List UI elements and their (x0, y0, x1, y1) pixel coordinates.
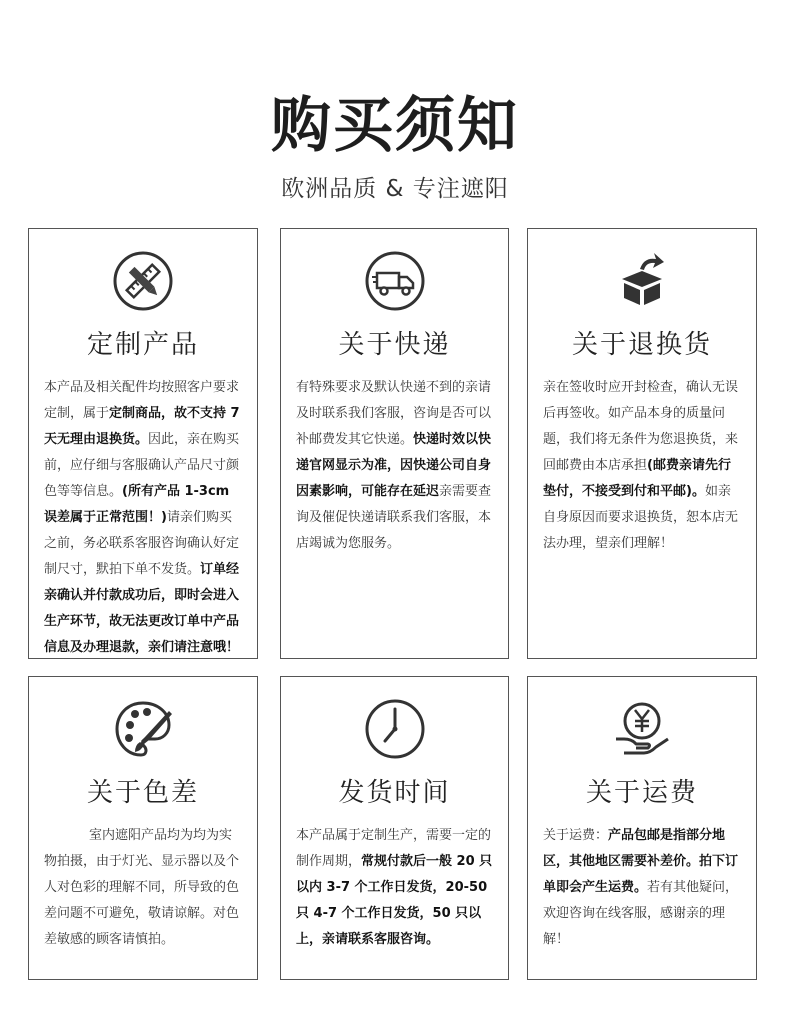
card-shipping-fee (527, 676, 757, 980)
body-text: 亲在签收时应开封检查，确认无误后再签收。如产品本身的质量问题，我们将无条件为您退换货，来回邮费由本店承担 (543, 380, 739, 473)
body-text-bold: (邮费亲请先行垫付，不接受到付和平邮)。 (543, 458, 731, 499)
body-text: 亲需要查询及催促快递请联系我们客服，本店竭诚为您服务。 (296, 484, 492, 551)
card-title: 关于快递 (338, 330, 451, 360)
body-text-bold: 定制商品，故不支持 7 天无理由退换货。 (44, 406, 240, 447)
body-text: 如亲自身原因而要求退换货，恕本店无法办理，望亲们理解！ (543, 484, 739, 551)
card-title: 发货时间 (338, 778, 451, 808)
body-text-bold: 产品包邮是指部分地区，其他地区需要补差价。拍下订单即会产生运费。 (543, 828, 739, 895)
body-text: 本产品及相关配件均按照客户要求定制，属于 (44, 380, 240, 421)
card-custom-product (28, 228, 258, 659)
body-text-bold: (所有产品 1-3cm 误差属于正常范围！) (44, 484, 230, 525)
card-delivery (280, 228, 509, 659)
card-title: 关于运费 (585, 778, 698, 808)
body-text: 室内遮阳产品均为均为实物拍摄，由于灯光、显示器以及个人对色彩的理解不同，所导致的色差问题不可避免，敬请谅解。对色差敏感的顾客请慎拍。 (44, 828, 240, 947)
card-body (543, 375, 743, 557)
card-color-difference (28, 676, 258, 980)
body-text-bold: 订单经亲确认并付款成功后，即时会进入生产环节，故无法更改订单中产品信息及办理退款，亲们请注意哦！ (44, 562, 240, 655)
yuan-hand-icon (610, 697, 674, 761)
card-body (296, 375, 495, 557)
body-text: 本产品属于定制生产，需要一定的制作周期， (296, 828, 492, 869)
body-text: 关于运费： (543, 828, 609, 843)
palette-brush-icon (111, 697, 175, 761)
body-text: 若有其他疑问，欢迎咨询在线客服，感谢亲的理解！ (543, 880, 739, 947)
card-body (543, 823, 743, 953)
page-title: 购买须知 (271, 91, 519, 161)
return-box-icon (610, 249, 674, 313)
card-title: 关于色差 (86, 778, 199, 808)
page-subtitle: 欧洲品质 & 专注遮阳 (281, 176, 509, 202)
delivery-truck-icon (363, 249, 427, 313)
card-body (44, 375, 244, 661)
body-text-bold: 快递时效以快递官网显示为准，因快递公司自身因素影响，可能存在延迟 (296, 432, 492, 499)
card-body (296, 823, 495, 953)
card-returns (527, 228, 757, 659)
body-text-bold: 常规付款后一般 20 只以内 3-7 个工作日发货，20-50 只 4-7 个工作日发货，50 只以上，亲请联系客服咨询。 (296, 854, 493, 947)
body-text: 请亲们购买之前，务必联系客服咨询确认好定制尺寸，默拍下单不发货。 (44, 510, 240, 577)
pencil-ruler-icon (111, 249, 175, 313)
body-text: 有特殊要求及默认快递不到的亲请及时联系我们客服，咨询是否可以补邮费发其它快递。 (296, 380, 492, 447)
card-body (44, 823, 244, 953)
card-title: 关于退换货 (571, 330, 712, 360)
card-title: 定制产品 (86, 330, 199, 360)
clock-icon (363, 697, 427, 761)
body-text: 因此，亲在购买前，应仔细与客服确认产品尺寸颜色等等信息。 (44, 432, 240, 499)
card-shipping-time (280, 676, 509, 980)
